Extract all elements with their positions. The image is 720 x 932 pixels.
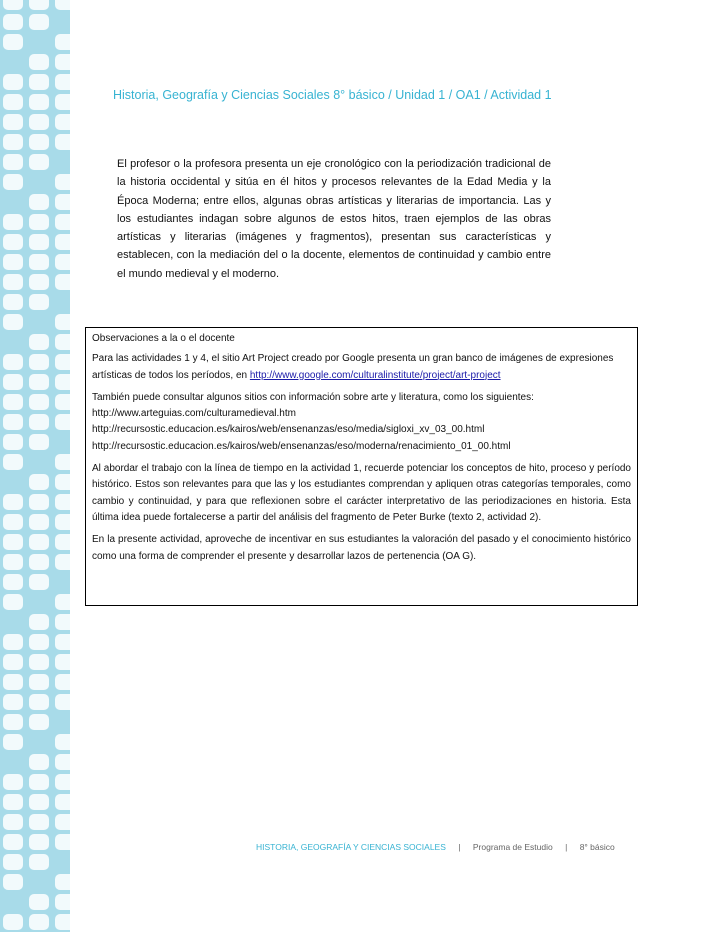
sidebar-tile [29,214,49,230]
websites-paragraph [92,390,631,455]
sidebar-tile [29,0,49,10]
sidebar-tile [29,654,49,670]
sidebar-tile [3,454,23,470]
sidebar-tile [29,854,49,870]
sidebar-tile [29,794,49,810]
sidebar-tile [55,334,70,350]
sidebar-tile [29,494,49,510]
sidebar-tile [55,494,70,510]
sidebar-tile [29,714,49,730]
sidebar-tile [55,794,70,810]
sidebar-tile [55,374,70,390]
sidebar-tile [55,634,70,650]
footer-separator-1: | [458,842,461,852]
sidebar-tile [3,274,23,290]
sidebar-tile [3,314,23,330]
sidebar-tile [55,534,70,550]
sidebar-tile [29,534,49,550]
footer-separator-2: | [565,842,568,852]
sidebar-tile [29,614,49,630]
sidebar-tile [55,394,70,410]
sidebar-tile [3,14,23,30]
websites-intro: También puede consultar algunos sitios con información sobre arte y literatura, como los siguientes: [92,391,534,403]
sidebar-tile [3,534,23,550]
sidebar-tile [55,274,70,290]
sidebar-tile [55,514,70,530]
sidebar-tile [3,0,23,10]
sidebar-tile [29,434,49,450]
sidebar-tile [55,0,70,10]
art-project-paragraph [92,351,631,384]
sidebar-tile [3,674,23,690]
sidebar-tile [55,414,70,430]
sidebar-tile [3,854,23,870]
sidebar-tile [29,54,49,70]
sidebar-tile [3,434,23,450]
sidebar-tile [55,34,70,50]
sidebar-tile [55,614,70,630]
sidebar-tile [3,574,23,590]
observations-box [85,327,638,606]
sidebar-tile [29,254,49,270]
website-link-2[interactable]: http://recursostic.educacion.es/kairos/web/ensenanzas/eso/media/sigloxi_xv_03_00.html [92,424,485,436]
sidebar-tile [3,554,23,570]
sidebar-tile [55,194,70,210]
valuation-paragraph: En la presente actividad, aproveche de incentivar en sus estudiantes la valoración del pasado y el conocimiento histórico como una forma de comprender el presente y desarrollar lazos de pertenencia (OA G). [92,534,631,562]
sidebar-tile [29,14,49,30]
sidebar-tile [3,414,23,430]
sidebar-tile [29,294,49,310]
sidebar-tile [55,54,70,70]
sidebar-tile [29,374,49,390]
art-project-text: Para las actividades 1 y 4, el sitio Art Project creado por Google presenta un gran banco de imágenes de expresiones artísticas de todos los períodos, en [92,353,614,381]
sidebar-tile [55,474,70,490]
sidebar-tile [55,94,70,110]
sidebar-tile [55,894,70,910]
sidebar-tile [29,894,49,910]
sidebar-tile [3,174,23,190]
sidebar-tile [55,254,70,270]
decorative-sidebar [0,0,70,932]
footer-program: Programa de Estudio [472,842,553,852]
sidebar-tile [55,214,70,230]
sidebar-tile [3,814,23,830]
sidebar-tile [55,734,70,750]
sidebar-tile [29,814,49,830]
website-link-1[interactable]: http://www.arteguias.com/culturamedieval.htm [92,408,296,420]
sidebar-tile [55,554,70,570]
sidebar-tile [3,594,23,610]
sidebar-tile [3,134,23,150]
sidebar-tile [3,514,23,530]
sidebar-tile [3,654,23,670]
sidebar-tile [55,874,70,890]
timeline-paragraph: Al abordar el trabajo con la línea de tiempo en la actividad 1, recuerde potenciar los conceptos de hito, proceso y período histórico. Estos son relevantes para que las y los estudiantes comprendan y apliquen otras categorías temporales, como cambio y continuidad, y para que reflexionen sobre el carácter interpretativo de las periodizaciones en historia. Esta última idea puede fortalecerse a partir del análisis del fragmento de Peter Burke (texto 2, actividad 2). [92,463,631,523]
art-project-link[interactable]: http://www.google.com/culturalinstitute/project/art-project [249,369,501,381]
sidebar-tile [3,634,23,650]
sidebar-tile [55,134,70,150]
sidebar-tile [55,914,70,930]
observations-title: Observaciones a la o el docente [92,333,235,344]
sidebar-tile [3,214,23,230]
sidebar-tile [3,394,23,410]
sidebar-tile [3,114,23,130]
sidebar-tile [29,74,49,90]
page-footer [256,842,615,852]
sidebar-tile [3,94,23,110]
sidebar-tile [29,394,49,410]
sidebar-tile [55,174,70,190]
sidebar-tile [3,914,23,930]
sidebar-tile [55,354,70,370]
sidebar-tile [29,234,49,250]
sidebar-tile [55,234,70,250]
sidebar-tile [55,694,70,710]
sidebar-tile [29,694,49,710]
sidebar-tile [3,734,23,750]
sidebar-tile [29,574,49,590]
sidebar-tile [3,834,23,850]
sidebar-tile [29,754,49,770]
sidebar-tile [29,674,49,690]
sidebar-tile [29,194,49,210]
sidebar-tile [29,474,49,490]
sidebar-tile [55,674,70,690]
sidebar-tile [55,594,70,610]
sidebar-tile [3,374,23,390]
sidebar-tile [55,314,70,330]
sidebar-tile [3,494,23,510]
sidebar-tile [55,114,70,130]
sidebar-tile [29,154,49,170]
sidebar-tile [55,774,70,790]
sidebar-tile [3,154,23,170]
sidebar-tile [55,754,70,770]
sidebar-tile [29,334,49,350]
sidebar-tile [3,874,23,890]
sidebar-tile [55,814,70,830]
sidebar-tile [29,274,49,290]
sidebar-tile [29,354,49,370]
sidebar-tile [3,774,23,790]
sidebar-tile [3,254,23,270]
sidebar-tile [55,834,70,850]
footer-grade: 8° básico [579,842,615,852]
sidebar-tile [3,694,23,710]
footer-subject: HISTORIA, GEOGRAFÍA Y CIENCIAS SOCIALES [256,842,446,852]
sidebar-tile [29,554,49,570]
sidebar-tile [55,454,70,470]
sidebar-tile [29,114,49,130]
sidebar-tile [3,794,23,810]
sidebar-tile [29,514,49,530]
sidebar-tile [3,714,23,730]
sidebar-tile [3,354,23,370]
sidebar-tile [29,914,49,930]
sidebar-tile [3,74,23,90]
breadcrumb: Historia, Geografía y Ciencias Sociales 8° básico / Unidad 1 / OA1 / Actividad 1 [113,88,552,102]
sidebar-tile [3,234,23,250]
sidebar-tile [29,134,49,150]
sidebar-tile [29,94,49,110]
sidebar-tile [55,654,70,670]
sidebar-tile [3,294,23,310]
sidebar-tile [3,34,23,50]
activity-description: El profesor o la profesora presenta un eje cronológico con la periodización tradicional de la historia occidental y sitúa en él hitos y procesos relevantes de la Edad Media y la Época Moderna; entre ellos, algunas obras artísticas y literarias de importancia. Las y los estudiantes indagan sobre algunos de estos hitos, traen ejemplos de las obras artísticas y literarias (imágenes y fragmentos), presentan sus características y establecen, con la mediación del o la docente, elementos de continuidad y cambio entre el mundo medieval y el moderno. [117,158,551,280]
sidebar-tile [29,834,49,850]
sidebar-tile [29,414,49,430]
sidebar-tile [29,634,49,650]
website-link-3[interactable]: http://recursostic.educacion.es/kairos/web/ensenanzas/eso/moderna/renacimiento_01_00.html [92,440,511,452]
sidebar-tile [55,74,70,90]
sidebar-tile [29,774,49,790]
